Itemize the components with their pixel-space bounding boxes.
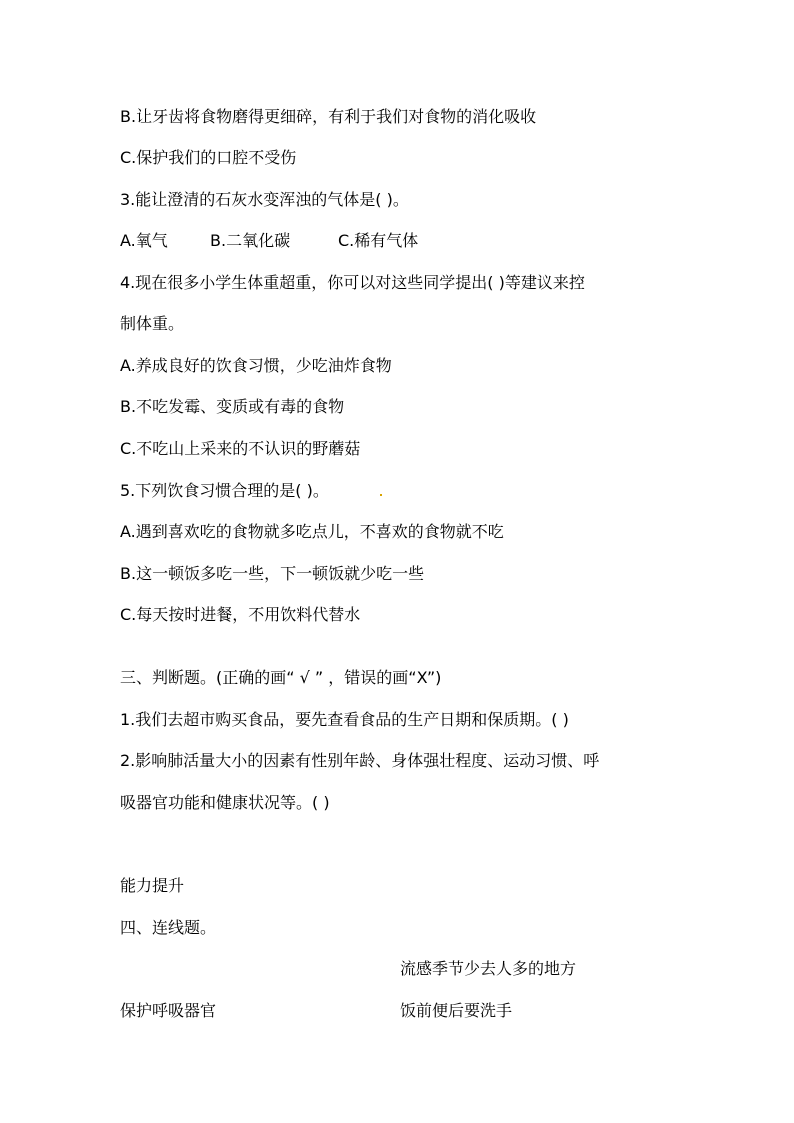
match-right-item-1: 流感季节少去人多的地方	[400, 959, 577, 978]
question-5: 5.下列饮食习惯合理的是( )。	[120, 481, 329, 500]
question-4-line1: 4.现在很多小学生体重超重，你可以对这些同学提出( )等建议来控	[120, 273, 585, 292]
q2-option-b: B.让牙齿将食物磨得更细碎，有利于我们对食物的消化吸收	[120, 107, 537, 126]
q4-option-c: C.不吃山上采来的不认识的野蘑菇	[120, 439, 361, 458]
judge-item-1: 1.我们去超市购买食品，要先查看食品的生产日期和保质期。( )	[120, 710, 569, 729]
q5-option-a: A.遇到喜欢吃的食物就多吃点儿，不喜欢的食物就不吃	[120, 522, 504, 541]
judge-item-2-line1: 2.影响肺活量大小的因素有性别年龄、身体强壮程度、运动习惯、呼	[120, 751, 600, 770]
q5-option-b: B.这一顿饭多吃一些，下一顿饭就少吃一些	[120, 564, 425, 583]
stray-dot-mark	[380, 494, 382, 496]
q5-option-c: C.每天按时进餐，不用饮料代替水	[120, 605, 361, 624]
q2-option-c: C.保护我们的口腔不受伤	[120, 148, 297, 167]
ability-heading: 能力提升	[120, 876, 185, 895]
question-3: 3.能让澄清的石灰水变浑浊的气体是( )。	[120, 190, 409, 209]
judge-item-2-line2: 吸器官功能和健康状况等。( )	[120, 793, 330, 812]
q4-option-a: A.养成良好的饮食习惯，少吃油炸食物	[120, 356, 392, 375]
q3-option-a: A.氧气	[120, 231, 168, 250]
q3-option-c: C.稀有气体	[338, 231, 419, 250]
match-right-item-2: 饭前便后要洗手	[400, 1001, 513, 1020]
section-3-heading: 三、判断题。(正确的画“ √ ” ，错误的画“X”)	[120, 668, 442, 687]
question-4-line2: 制体重。	[120, 314, 185, 333]
match-left-item-1: 保护呼吸器官	[120, 1001, 217, 1020]
section-4-heading: 四、连线题。	[120, 918, 217, 937]
q4-option-b: B.不吃发霉、变质或有毒的食物	[120, 397, 345, 416]
q3-option-b: B.二氧化碳	[210, 231, 291, 250]
